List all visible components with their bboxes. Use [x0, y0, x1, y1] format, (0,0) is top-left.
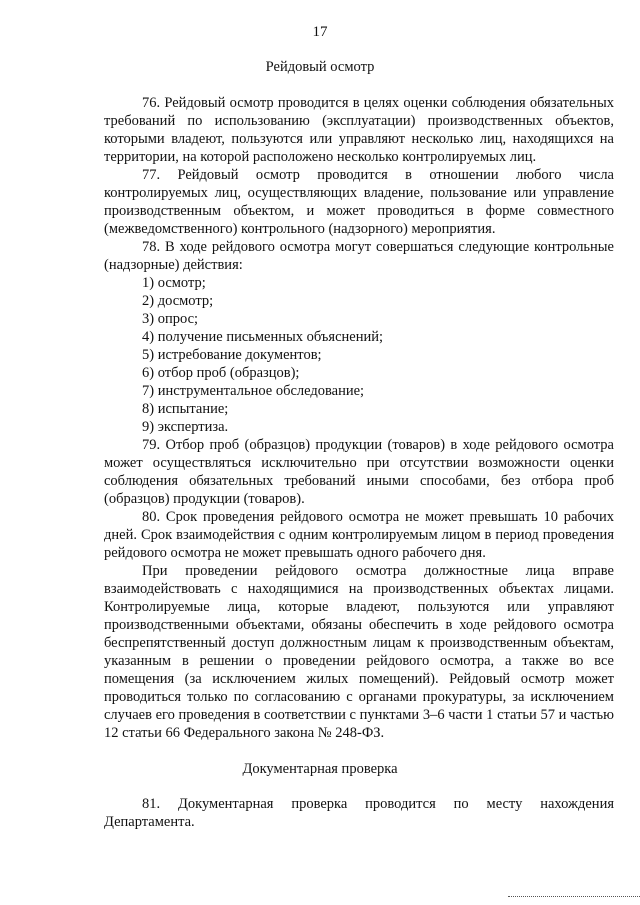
- list-item: 8) испытание;: [142, 401, 229, 417]
- list-item: 2) досмотр;: [142, 293, 214, 309]
- paragraph-77: 77. Рейдовый осмотр проводится в отношении любого числа контролируемых лиц, осуществляющих владение, пользование или управление производственным объектом, и может проводиться в форме совместного (межведомственного) контрольного (надзорного) мероприятия.: [104, 167, 614, 237]
- list-item: 6) отбор проб (образцов);: [142, 365, 300, 381]
- raid-inspection-body: [104, 94, 614, 742]
- documentary-check-body: [104, 795, 614, 831]
- control-actions-list: [104, 274, 614, 436]
- list-item: 7) инструментальное обследование;: [142, 383, 365, 399]
- list-item: 9) экспертиза.: [142, 419, 229, 435]
- section-heading-documentary-check: Документарная проверка: [242, 761, 398, 777]
- paragraph-76: 76. Рейдовый осмотр проводится в целях оценки соблюдения обязательных требований по использованию (эксплуатации) производственных объектов, которыми владеют, пользуются или управляют несколько лиц, находящихся на территории, на которой расположено несколько контролируемых лиц.: [104, 95, 614, 165]
- list-item: 5) истребование документов;: [142, 347, 322, 363]
- paragraph-80-continued: При проведении рейдового осмотра должностные лица вправе взаимодействовать с находящимися на производственных объектах лицами. Контролируемые лица, которые владеют, пользуются или управляют производственными объектами, обязаны обеспечить в ходе рейдового осмотра беспрепятственный доступ должностным лицам к производственным объектам, указанным в решении о проведении рейдового осмотра, а также во все помещения (за исключением жилых помещений). Рейдовый осмотр может проводиться только по согласованию с органами прокуратуры, за исключением случаев его проведения в соответствии с пунктами 3–6 части 1 статьи 57 и частью 12 статьи 66 Федерального закона № 248-ФЗ.: [104, 563, 614, 741]
- list-item: 4) получение письменных объяснений;: [142, 329, 384, 345]
- list-item: 3) опрос;: [142, 311, 199, 327]
- section-heading-raid-inspection: Рейдовый осмотр: [265, 59, 375, 75]
- paragraph-79: 79. Отбор проб (образцов) продукции (товаров) в ходе рейдового осмотра может осуществляться исключительно при отсутствии возможности оценки соблюдения обязательных требований иными способами, без отбора проб (образцов) продукции (товаров).: [104, 437, 614, 507]
- page-number: 17: [312, 24, 328, 40]
- paragraph-80: 80. Срок проведения рейдового осмотра не может превышать 10 рабочих дней. Срок взаимодействия с одним контролируемым лицом в период проведения рейдового осмотра не может превышать одного рабочего дня.: [104, 509, 614, 561]
- list-item: 1) осмотр;: [142, 275, 206, 291]
- paragraph-81: 81. Документарная проверка проводится по месту нахождения Департамента.: [104, 796, 614, 830]
- page-edge-rule: [508, 896, 640, 897]
- paragraph-78: 78. В ходе рейдового осмотра могут совершаться следующие контрольные (надзорные) действия:: [104, 239, 614, 273]
